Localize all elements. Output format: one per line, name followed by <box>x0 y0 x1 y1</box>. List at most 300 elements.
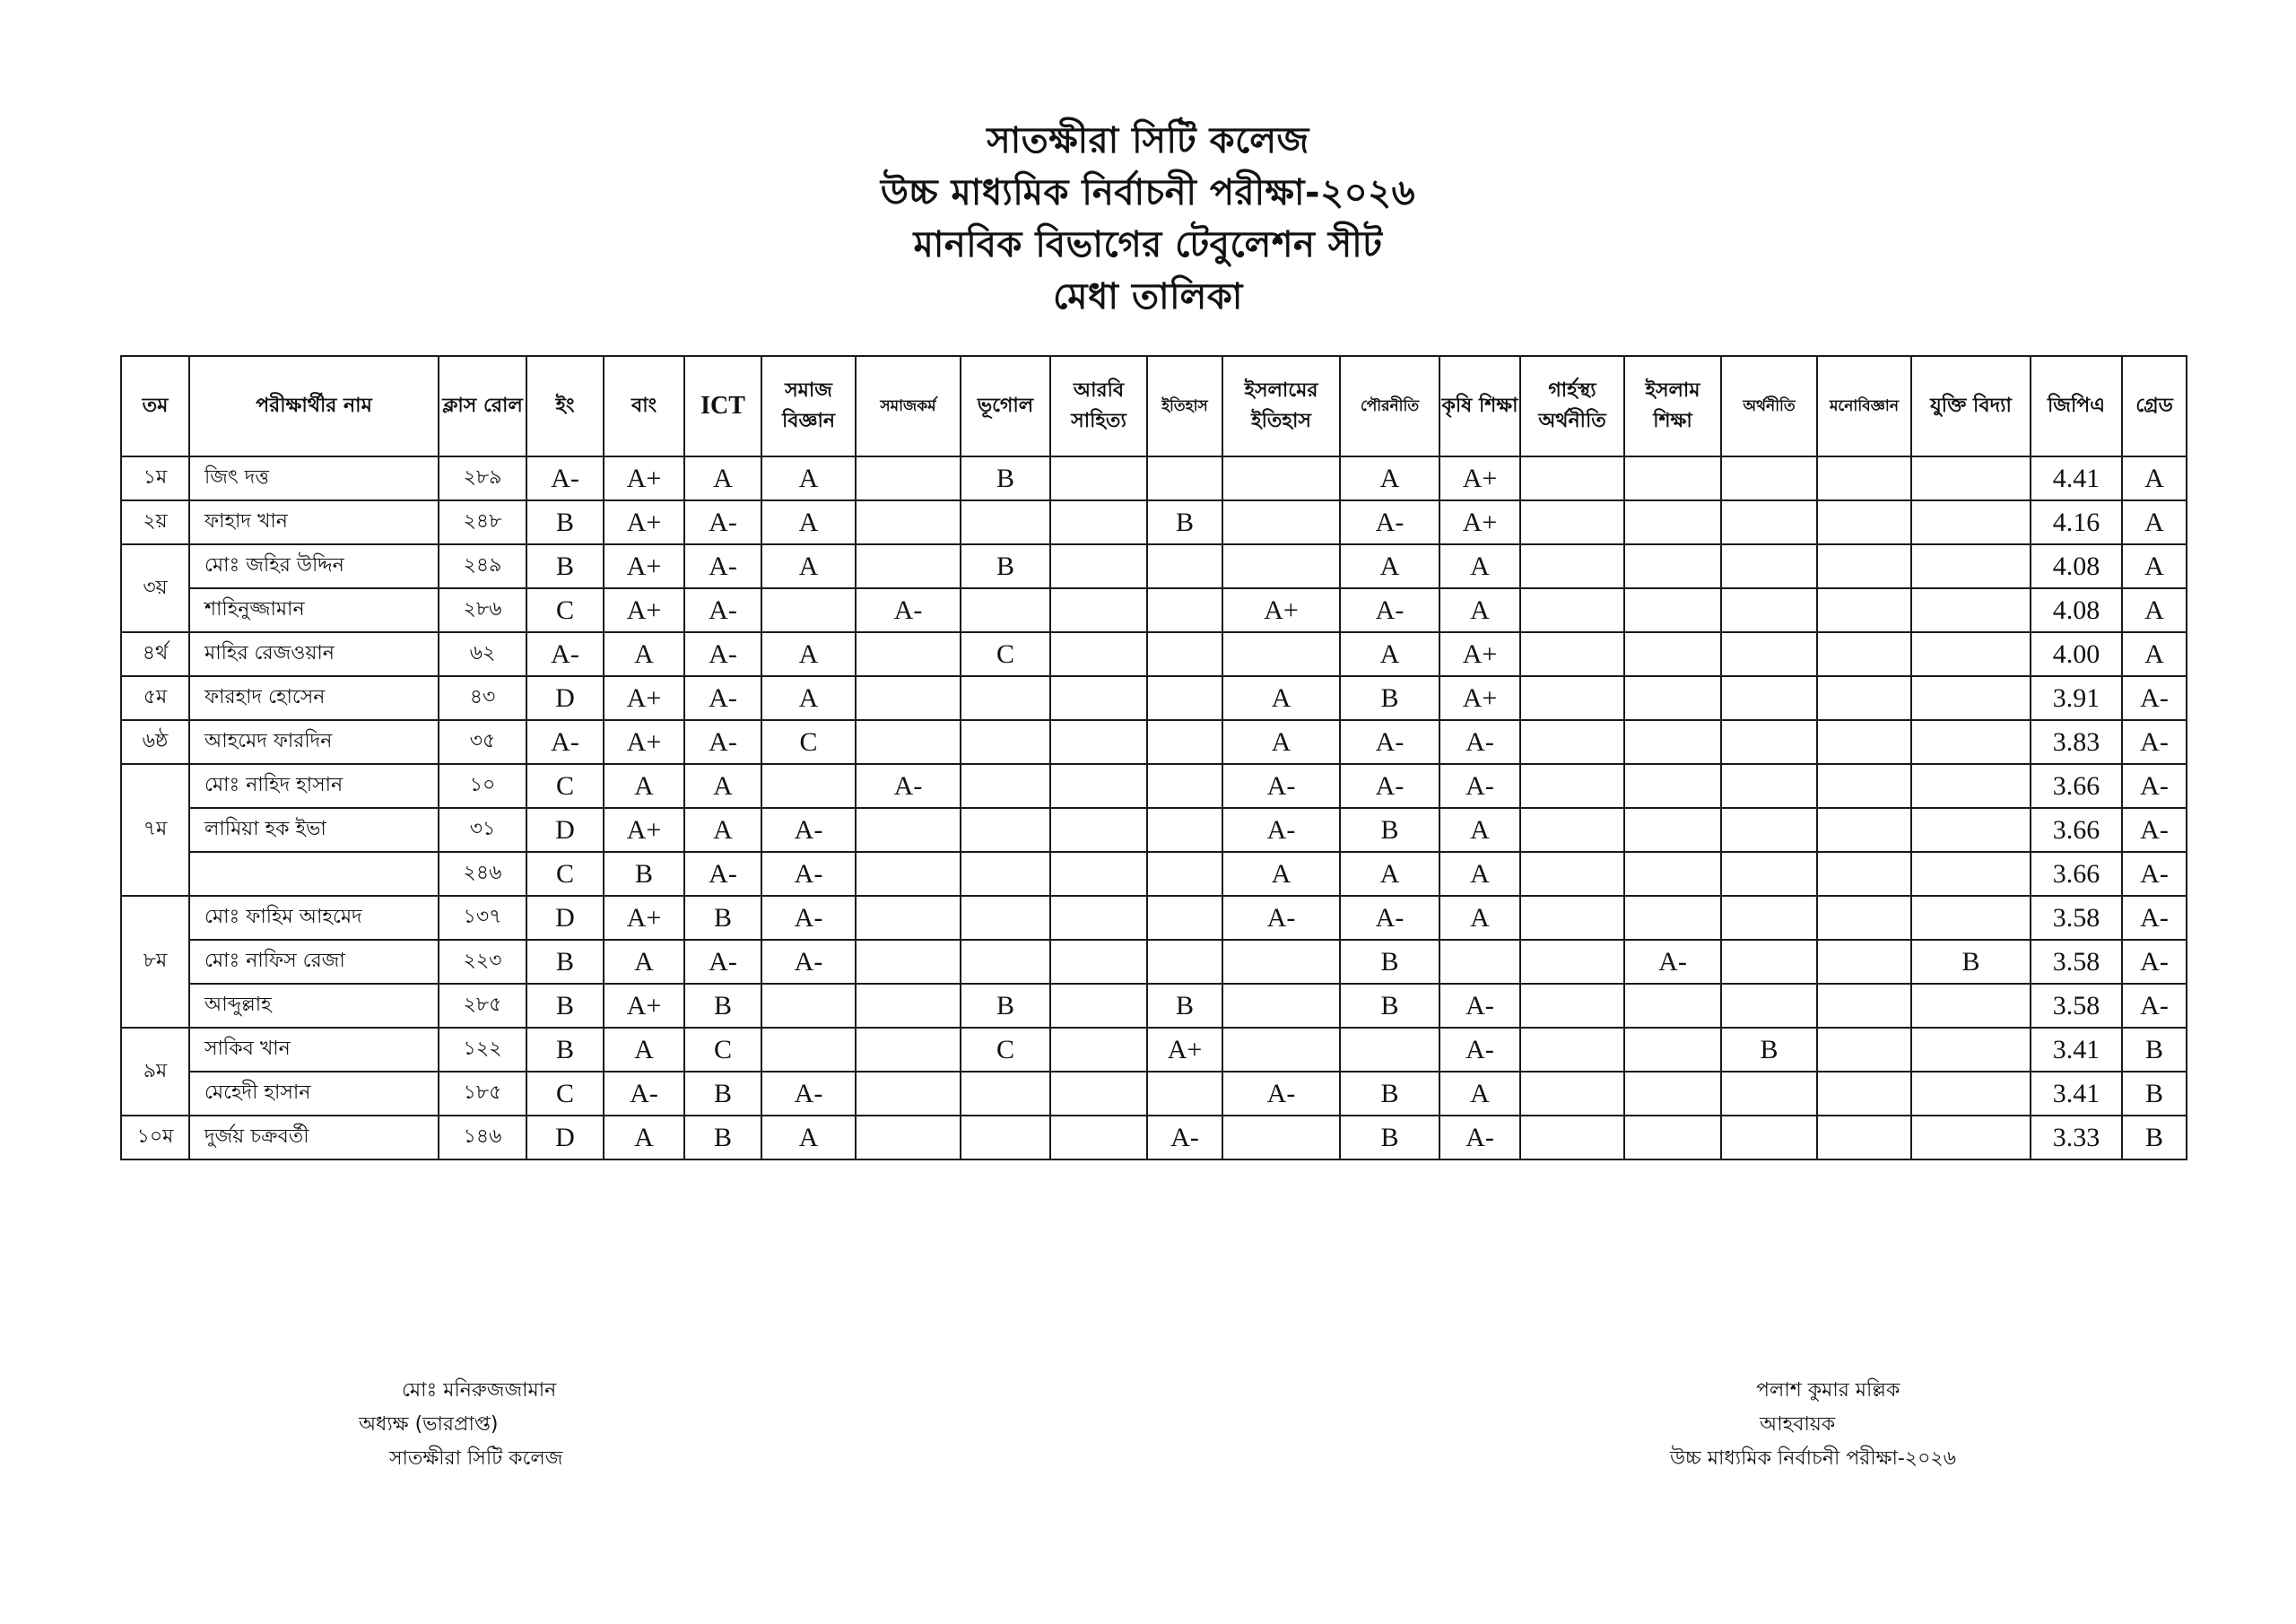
gpa-cell: 4.41 <box>2031 456 2122 500</box>
subject-grade-cell <box>961 896 1050 940</box>
subject-grade-cell <box>1817 984 1911 1028</box>
subject-grade-cell: A <box>684 764 761 808</box>
subject-grade-cell <box>1147 720 1222 764</box>
gpa-cell: 3.83 <box>2031 720 2122 764</box>
subject-grade-cell <box>1911 456 2031 500</box>
subject-grade-cell <box>1624 1028 1721 1072</box>
subject-grade-cell <box>1050 852 1147 896</box>
gpa-cell: 4.16 <box>2031 500 2122 544</box>
subject-grade-cell <box>1817 544 1911 588</box>
subject-grade-cell: C <box>684 1028 761 1072</box>
subject-grade-cell: A <box>684 456 761 500</box>
subject-grade-cell: B <box>1340 1116 1439 1159</box>
subject-grade-cell <box>1340 1028 1439 1072</box>
subject-grade-cell: B <box>526 544 604 588</box>
subject-grade-cell <box>1911 500 2031 544</box>
subject-grade-cell: B <box>684 1116 761 1159</box>
table-row <box>121 588 2187 632</box>
subject-grade-cell <box>1911 544 2031 588</box>
subject-grade-cell <box>1520 632 1624 676</box>
final-grade-cell: A <box>2122 544 2187 588</box>
subject-grade-cell: A <box>604 940 684 984</box>
gpa-cell: 3.66 <box>2031 852 2122 896</box>
subject-grade-cell: A <box>1222 852 1340 896</box>
subject-grade-cell <box>856 544 961 588</box>
student-name-cell: জিৎ দত্ত <box>189 456 439 500</box>
subject-grade-cell <box>1222 1028 1340 1072</box>
subject-grade-cell <box>856 896 961 940</box>
subject-grade-cell: A+ <box>604 720 684 764</box>
subject-grade-cell <box>1624 1072 1721 1116</box>
document-header <box>0 115 2296 323</box>
subject-grade-cell: A <box>1439 852 1520 896</box>
subject-grade-cell <box>1222 456 1340 500</box>
col-roll: ক্লাস রোল <box>439 356 526 456</box>
principal-name: মোঃ মনিরুজজামান <box>402 1379 557 1402</box>
gpa-cell: 3.41 <box>2031 1028 2122 1072</box>
col-gpa: জিপিএ <box>2031 356 2122 456</box>
roll-cell: ১৩৭ <box>439 896 526 940</box>
subject-grade-cell: A- <box>684 500 761 544</box>
subject-grade-cell: A- <box>856 764 961 808</box>
subject-grade-cell: A+ <box>604 544 684 588</box>
col-logic: যুক্তি বিদ্যা <box>1911 356 2031 456</box>
subject-grade-cell <box>1050 676 1147 720</box>
subject-grade-cell: A <box>1340 632 1439 676</box>
subject-grade-cell <box>1520 588 1624 632</box>
student-name-cell: ফারহাদ হোসেন <box>189 676 439 720</box>
subject-grade-cell <box>1817 940 1911 984</box>
subject-grade-cell: B <box>1147 984 1222 1028</box>
subject-grade-cell <box>1222 1116 1340 1159</box>
subject-grade-cell <box>1050 500 1147 544</box>
table-row <box>121 456 2187 500</box>
subject-grade-cell <box>1624 764 1721 808</box>
roll-cell: ২২৩ <box>439 940 526 984</box>
subject-grade-cell <box>1147 896 1222 940</box>
subject-grade-cell: A- <box>604 1072 684 1116</box>
roll-cell: ২৪৮ <box>439 500 526 544</box>
header-row <box>121 356 2187 456</box>
subject-grade-cell: B <box>1147 500 1222 544</box>
subject-grade-cell: A- <box>684 720 761 764</box>
subject-grade-cell: A- <box>761 852 856 896</box>
subject-grade-cell: B <box>526 984 604 1028</box>
gpa-cell: 4.08 <box>2031 544 2122 588</box>
table-row <box>121 764 2187 808</box>
col-islamic-history: ইসলামের ইতিহাস <box>1222 356 1340 456</box>
subject-grade-cell <box>961 940 1050 984</box>
principal-org: সাতক্ষীরা সিটি কলেজ <box>389 1447 563 1470</box>
subject-grade-cell <box>1050 544 1147 588</box>
subject-grade-cell: A- <box>1340 896 1439 940</box>
subject-grade-cell <box>1520 940 1624 984</box>
roll-cell: ২৮৯ <box>439 456 526 500</box>
subject-grade-cell <box>1817 1072 1911 1116</box>
convener-signature <box>1670 1374 1956 1476</box>
subject-grade-cell <box>1222 544 1340 588</box>
subject-grade-cell <box>1721 1072 1817 1116</box>
subject-grade-cell <box>1439 940 1520 984</box>
subject-grade-cell: A- <box>684 588 761 632</box>
subject-grade-cell: B <box>684 1072 761 1116</box>
subject-grade-cell: A+ <box>1147 1028 1222 1072</box>
subject-grade-cell <box>961 852 1050 896</box>
subject-grade-cell <box>1817 1028 1911 1072</box>
subject-grade-cell: A- <box>684 940 761 984</box>
subject-grade-cell <box>1147 632 1222 676</box>
subject-grade-cell: C <box>526 588 604 632</box>
subject-grade-cell: B <box>1340 676 1439 720</box>
subject-grade-cell <box>1817 720 1911 764</box>
roll-cell: ৪৩ <box>439 676 526 720</box>
subject-grade-cell <box>961 720 1050 764</box>
subject-grade-cell: A- <box>526 456 604 500</box>
subject-grade-cell <box>1721 808 1817 852</box>
subject-grade-cell: A <box>761 1116 856 1159</box>
subject-grade-cell <box>1147 1072 1222 1116</box>
subject-grade-cell <box>1520 1116 1624 1159</box>
student-name-cell: ফাহাদ খান <box>189 500 439 544</box>
subject-grade-cell <box>1050 720 1147 764</box>
subject-grade-cell <box>856 676 961 720</box>
subject-grade-cell <box>1721 500 1817 544</box>
subject-grade-cell <box>1147 456 1222 500</box>
col-agriculture: কৃষি শিক্ষা <box>1439 356 1520 456</box>
subject-grade-cell <box>1911 588 2031 632</box>
subject-grade-cell <box>1624 896 1721 940</box>
subject-grade-cell: B <box>1911 940 2031 984</box>
subject-grade-cell: D <box>526 896 604 940</box>
roll-cell: ২৪৬ <box>439 852 526 896</box>
subject-grade-cell <box>1911 720 2031 764</box>
student-name-cell: মোঃ জহির উদ্দিন <box>189 544 439 588</box>
subject-grade-cell: A <box>1439 896 1520 940</box>
subject-grade-cell <box>1911 1116 2031 1159</box>
gpa-cell: 3.41 <box>2031 1072 2122 1116</box>
subject-grade-cell <box>856 808 961 852</box>
subject-grade-cell <box>1721 852 1817 896</box>
principal-title: অধ্যক্ষ (ভারপ্রাপ্ত) <box>359 1413 499 1436</box>
subject-grade-cell <box>1624 456 1721 500</box>
subject-grade-cell <box>1721 456 1817 500</box>
subject-grade-cell <box>1817 676 1911 720</box>
subject-grade-cell: A- <box>1222 1072 1340 1116</box>
convener-title: আহবায়ক <box>1760 1413 1836 1436</box>
roll-cell: ১২২ <box>439 1028 526 1072</box>
final-grade-cell: A- <box>2122 852 2187 896</box>
subject-grade-cell <box>961 1116 1050 1159</box>
subject-grade-cell: A+ <box>604 456 684 500</box>
subject-grade-cell <box>856 632 961 676</box>
gpa-cell: 4.00 <box>2031 632 2122 676</box>
col-civics: পৌরনীতি <box>1340 356 1439 456</box>
subject-grade-cell <box>856 1116 961 1159</box>
final-grade-cell: A <box>2122 632 2187 676</box>
subject-grade-cell: A <box>761 632 856 676</box>
gpa-cell: 3.66 <box>2031 808 2122 852</box>
subject-grade-cell: A <box>1340 544 1439 588</box>
subject-grade-cell: C <box>526 1072 604 1116</box>
col-bangla: বাং <box>604 356 684 456</box>
subject-grade-cell: A <box>604 764 684 808</box>
subject-grade-cell <box>1520 1028 1624 1072</box>
subject-grade-cell: A- <box>1439 720 1520 764</box>
roll-cell: ৬২ <box>439 632 526 676</box>
subject-grade-cell: A <box>604 1028 684 1072</box>
rank-cell: ১ম <box>121 456 189 500</box>
subject-grade-cell: A- <box>1439 764 1520 808</box>
final-grade-cell: A <box>2122 456 2187 500</box>
subject-grade-cell: B <box>1721 1028 1817 1072</box>
roll-cell: ২৪৯ <box>439 544 526 588</box>
gpa-cell: 3.66 <box>2031 764 2122 808</box>
subject-grade-cell <box>1520 456 1624 500</box>
subject-grade-cell <box>1520 764 1624 808</box>
subject-grade-cell: A+ <box>604 588 684 632</box>
subject-grade-cell: A- <box>684 544 761 588</box>
subject-grade-cell: A <box>1340 852 1439 896</box>
subject-grade-cell <box>1624 852 1721 896</box>
subject-grade-cell <box>1911 632 2031 676</box>
subject-grade-cell <box>1624 676 1721 720</box>
subject-grade-cell <box>961 500 1050 544</box>
subject-grade-cell: B <box>961 544 1050 588</box>
student-name-cell: সাকিব খান <box>189 1028 439 1072</box>
subject-grade-cell <box>1817 808 1911 852</box>
subject-grade-cell: A <box>761 544 856 588</box>
subject-grade-cell <box>1817 500 1911 544</box>
student-name-cell: আব্দুল্লাহ <box>189 984 439 1028</box>
table-row <box>121 808 2187 852</box>
subject-grade-cell: D <box>526 1116 604 1159</box>
roll-cell: ১৪৬ <box>439 1116 526 1159</box>
subject-grade-cell <box>1222 500 1340 544</box>
subject-grade-cell: A <box>1439 1072 1520 1116</box>
college-title: সাতক্ষীরা সিটি কলেজ <box>987 120 1309 161</box>
roll-cell: ২৮৫ <box>439 984 526 1028</box>
col-name: পরীক্ষার্থীর নাম <box>189 356 439 456</box>
principal-signature <box>359 1374 563 1476</box>
subject-grade-cell <box>1520 808 1624 852</box>
subject-grade-cell <box>1520 984 1624 1028</box>
final-grade-cell: A- <box>2122 720 2187 764</box>
rank-cell: ৪র্থ <box>121 632 189 676</box>
subject-grade-cell <box>1721 720 1817 764</box>
gpa-cell: 3.58 <box>2031 940 2122 984</box>
subject-grade-cell <box>1721 676 1817 720</box>
subject-grade-cell: A <box>604 632 684 676</box>
subject-grade-cell: A <box>684 808 761 852</box>
subject-grade-cell <box>1520 896 1624 940</box>
table-body <box>121 456 2187 1159</box>
student-name-cell: মোঃ নাহিদ হাসান <box>189 764 439 808</box>
subject-grade-cell: A- <box>1222 896 1340 940</box>
subject-grade-cell: A- <box>1439 1116 1520 1159</box>
subject-grade-cell <box>1520 500 1624 544</box>
subject-grade-cell <box>1050 940 1147 984</box>
subject-grade-cell <box>761 1028 856 1072</box>
gpa-cell: 3.33 <box>2031 1116 2122 1159</box>
gpa-cell: 3.58 <box>2031 896 2122 940</box>
subject-grade-cell <box>1624 984 1721 1028</box>
rank-cell: ৮ম <box>121 896 189 1028</box>
col-home-economics: গার্হস্থ্য অর্থনীতি <box>1520 356 1624 456</box>
subject-grade-cell <box>1050 764 1147 808</box>
subject-grade-cell <box>1817 852 1911 896</box>
subject-grade-cell <box>1222 984 1340 1028</box>
subject-grade-cell <box>1222 632 1340 676</box>
subject-grade-cell <box>1911 852 2031 896</box>
table-row <box>121 676 2187 720</box>
subject-grade-cell <box>1721 544 1817 588</box>
subject-grade-cell <box>1624 632 1721 676</box>
subject-grade-cell <box>1147 940 1222 984</box>
subject-grade-cell: A <box>1439 544 1520 588</box>
subject-grade-cell <box>1147 808 1222 852</box>
final-grade-cell: A- <box>2122 940 2187 984</box>
subject-grade-cell: B <box>604 852 684 896</box>
subject-grade-cell <box>961 808 1050 852</box>
table-row <box>121 984 2187 1028</box>
subject-grade-cell <box>856 720 961 764</box>
subject-grade-cell <box>1050 896 1147 940</box>
final-grade-cell: A- <box>2122 896 2187 940</box>
subject-grade-cell: A- <box>1439 1028 1520 1072</box>
gpa-cell: 4.08 <box>2031 588 2122 632</box>
subject-grade-cell: A- <box>856 588 961 632</box>
subject-grade-cell: A+ <box>604 808 684 852</box>
subject-grade-cell: B <box>684 896 761 940</box>
col-geography: ভূগোল <box>961 356 1050 456</box>
subject-grade-cell <box>1050 1028 1147 1072</box>
subject-grade-cell <box>1721 588 1817 632</box>
subject-grade-cell <box>1222 940 1340 984</box>
col-psychology: মনোবিজ্ঞান <box>1817 356 1911 456</box>
final-grade-cell: B <box>2122 1072 2187 1116</box>
subject-grade-cell: A <box>1222 676 1340 720</box>
final-grade-cell: A <box>2122 588 2187 632</box>
subject-grade-cell <box>1721 984 1817 1028</box>
subject-grade-cell <box>961 1072 1050 1116</box>
subject-grade-cell: A- <box>526 632 604 676</box>
subject-grade-cell <box>1520 1072 1624 1116</box>
rank-cell: ১০ম <box>121 1116 189 1159</box>
convener-org: উচ্চ মাধ্যমিক নির্বাচনী পরীক্ষা-২০২৬ <box>1670 1447 1957 1470</box>
sheet-title: মানবিক বিভাগের টেবুলেশন সীট <box>913 224 1383 265</box>
subject-grade-cell <box>1624 588 1721 632</box>
subject-grade-cell: A- <box>1340 588 1439 632</box>
final-grade-cell: A- <box>2122 764 2187 808</box>
subject-grade-cell <box>1050 456 1147 500</box>
subject-grade-cell: A- <box>1624 940 1721 984</box>
subject-grade-cell <box>1050 1072 1147 1116</box>
subject-grade-cell: A+ <box>1222 588 1340 632</box>
subject-grade-cell <box>1147 588 1222 632</box>
subject-grade-cell: B <box>1340 940 1439 984</box>
merit-list-title: মেধা তালিকা <box>1053 276 1243 317</box>
table-row <box>121 1072 2187 1116</box>
subject-grade-cell: D <box>526 808 604 852</box>
subject-grade-cell <box>1624 808 1721 852</box>
subject-grade-cell <box>1911 676 2031 720</box>
subject-grade-cell: A- <box>526 720 604 764</box>
roll-cell: ১০ <box>439 764 526 808</box>
subject-grade-cell: A- <box>761 940 856 984</box>
subject-grade-cell: A+ <box>604 500 684 544</box>
subject-grade-cell <box>1050 632 1147 676</box>
subject-grade-cell <box>761 984 856 1028</box>
rank-cell: ৩য় <box>121 544 189 632</box>
subject-grade-cell: C <box>526 852 604 896</box>
subject-grade-cell: B <box>684 984 761 1028</box>
subject-grade-cell <box>1520 852 1624 896</box>
roll-cell: ৩৫ <box>439 720 526 764</box>
subject-grade-cell <box>1911 808 2031 852</box>
subject-grade-cell: A- <box>1222 808 1340 852</box>
subject-grade-cell <box>1050 588 1147 632</box>
student-name-cell: মাহির রেজওয়ান <box>189 632 439 676</box>
final-grade-cell: A- <box>2122 984 2187 1028</box>
subject-grade-cell <box>1817 764 1911 808</box>
subject-grade-cell <box>1520 720 1624 764</box>
subject-grade-cell: A- <box>761 896 856 940</box>
subject-grade-cell: A- <box>1439 984 1520 1028</box>
subject-grade-cell <box>1050 808 1147 852</box>
student-name-cell: আহমেদ ফারদিন <box>189 720 439 764</box>
convener-name: পলাশ কুমার মল্লিক <box>1756 1379 1900 1402</box>
subject-grade-cell: B <box>1340 984 1439 1028</box>
subject-grade-cell: B <box>1340 808 1439 852</box>
rank-cell: ৬ষ্ঠ <box>121 720 189 764</box>
table-row <box>121 720 2187 764</box>
subject-grade-cell <box>1624 544 1721 588</box>
subject-grade-cell <box>856 852 961 896</box>
subject-grade-cell <box>856 456 961 500</box>
col-social-science: সমাজ বিজ্ঞান <box>761 356 856 456</box>
subject-grade-cell: D <box>526 676 604 720</box>
subject-grade-cell <box>1050 984 1147 1028</box>
subject-grade-cell <box>1624 500 1721 544</box>
subject-grade-cell <box>1911 896 2031 940</box>
subject-grade-cell <box>1817 1116 1911 1159</box>
subject-grade-cell <box>1911 1028 2031 1072</box>
student-name-cell: মোঃ ফাহিম আহমেদ <box>189 896 439 940</box>
table-row <box>121 632 2187 676</box>
col-grade: গ্রেড <box>2122 356 2187 456</box>
rank-cell: ৯ম <box>121 1028 189 1116</box>
subject-grade-cell: A+ <box>604 676 684 720</box>
student-name-cell: মোঃ নাফিস রেজা <box>189 940 439 984</box>
subject-grade-cell: C <box>961 632 1050 676</box>
table-row <box>121 896 2187 940</box>
subject-grade-cell <box>1721 896 1817 940</box>
subject-grade-cell: A- <box>1147 1116 1222 1159</box>
subject-grade-cell: A+ <box>604 984 684 1028</box>
subject-grade-cell: A <box>761 456 856 500</box>
subject-grade-cell <box>1817 632 1911 676</box>
final-grade-cell: A- <box>2122 676 2187 720</box>
student-name-cell: দুর্জয় চক্রবর্তী <box>189 1116 439 1159</box>
subject-grade-cell <box>1911 1072 2031 1116</box>
final-grade-cell: B <box>2122 1028 2187 1072</box>
table-row <box>121 1116 2187 1159</box>
subject-grade-cell <box>1911 764 2031 808</box>
subject-grade-cell: A- <box>761 808 856 852</box>
subject-grade-cell <box>856 500 961 544</box>
subject-grade-cell: A <box>604 1116 684 1159</box>
subject-grade-cell <box>1721 764 1817 808</box>
